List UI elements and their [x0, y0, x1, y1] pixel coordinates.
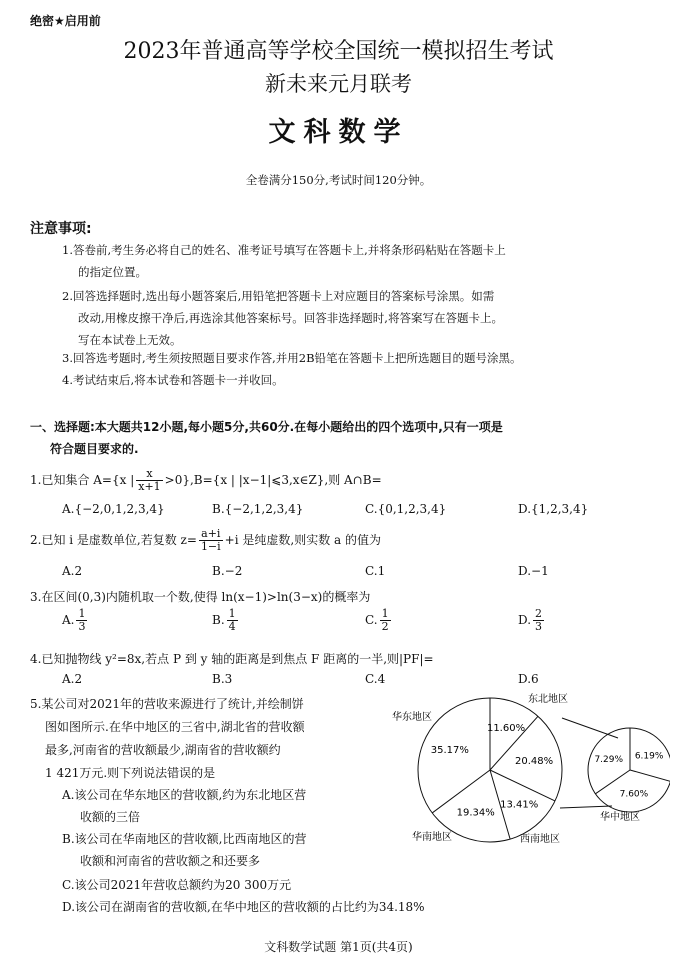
- q1-option-c: C.{0,1,2,3,4}: [365, 502, 447, 516]
- q5-option-c: C.该公司2021年营收总额约为20 300万元: [62, 878, 292, 892]
- q3-option-label: D.: [518, 613, 532, 627]
- q4-option-b: B.3: [212, 672, 233, 686]
- q4-option-d: D.6: [518, 672, 539, 686]
- pie-slice-value: 35.17%: [430, 744, 469, 756]
- q3-denominator: 4: [228, 620, 236, 633]
- q3-numerator: 1: [381, 607, 389, 620]
- pie-slice-value: 13.41%: [500, 799, 539, 811]
- pie-slice-edge: [432, 770, 490, 813]
- section-heading: 一、选择题:本大题共12小题,每小题5分,共60分.在每小题给出的四个选项中,只有一项是: [30, 420, 503, 434]
- note-line: 2.回答选择题时,选出每小题答案后,用铅笔把答题卡上对应题目的答案标号涂黑。如需: [62, 289, 495, 303]
- pie-slice-value: 20.48%: [515, 756, 554, 768]
- label-huadong: 华东地区: [392, 712, 432, 723]
- q2-option-b: B.−2: [212, 564, 243, 578]
- exam-info: 全卷满分150分,考试时间120分钟。: [245, 173, 432, 187]
- note-line: 写在本试卷上无效。: [78, 333, 182, 347]
- q3-option-fraction: [380, 608, 391, 633]
- main-pie: [418, 698, 562, 842]
- q2-option-c: C.1: [365, 564, 386, 578]
- q1-post: >0},B={x | |x−1|⩽3,x∈Z},则 A∩B=: [164, 473, 382, 487]
- q1-option-a: A.{−2,0,1,2,3,4}: [62, 502, 165, 516]
- label-huazhong: 华中地区: [600, 812, 640, 823]
- q3-option-d: [518, 608, 546, 633]
- q3-numerator: 2: [535, 607, 543, 620]
- q1-pre: 1.已知集合 A={x |: [30, 473, 135, 487]
- note-line: 1.答卷前,考生务必将自己的姓名、准考证号填写在答题卡上,并将条形码粘贴在答题卡上: [62, 243, 506, 257]
- q3-option-fraction: [76, 608, 87, 633]
- q2-denominator: 1−i: [200, 540, 221, 553]
- notes-heading: 注意事项:: [30, 221, 92, 237]
- q2-option-d: D.−1: [518, 564, 549, 578]
- q3-option-b: [212, 608, 240, 633]
- pie-slice-value: 7.29%: [594, 754, 624, 765]
- q3-option-a: [62, 608, 89, 633]
- q3-option-label: C.: [365, 613, 378, 627]
- q2-post: +i 是纯虚数,则实数 a 的值为: [224, 533, 381, 547]
- q3-numerator: 1: [78, 607, 86, 620]
- q5-option-d: D.该公司在湖南省的营收额,在华中地区的营收额的占比约为34.18%: [62, 900, 425, 914]
- q3-denominator: 2: [381, 620, 389, 633]
- note-line: 4.考试结束后,将本试卷和答题卡一并收回。: [62, 373, 284, 387]
- q3-numerator: 1: [228, 607, 236, 620]
- q1-fraction: [136, 468, 162, 493]
- question-5-line: 图如图所示.在华中地区的三省中,湖北省的营收额: [45, 720, 305, 734]
- label-huanan: 华南地区: [412, 832, 452, 843]
- question-4: 4.已知抛物线 y²=8x,若点 P 到 y 轴的距离是到焦点 F 距离的一半,则|PF|=: [30, 652, 434, 666]
- q2-fraction: [199, 528, 223, 553]
- q5-option-a-cont: 收额的三倍: [80, 810, 141, 824]
- exam-title: 2023年普通高等学校全国统一模拟招生考试: [123, 39, 554, 64]
- q2-pre: 2.已知 i 是虚数单位,若复数 z=: [30, 533, 197, 547]
- pie-slice-value: 6.19%: [634, 751, 664, 762]
- q3-denominator: 3: [78, 620, 86, 633]
- pie-slice-value: 19.34%: [456, 807, 495, 819]
- sub-pie: [588, 728, 670, 812]
- exam-subtitle: 新未来元月联考: [265, 72, 412, 96]
- q5-option-b: B.该公司在华南地区的营收额,比西南地区的营: [62, 832, 307, 846]
- pie-slice-edge: [630, 770, 670, 781]
- q5-option-a: A.该公司在华东地区的营收额,约为东北地区营: [62, 788, 307, 802]
- section-heading-cont: 符合题目要求的.: [50, 442, 139, 456]
- q3-denominator: 3: [535, 620, 543, 633]
- pie-slice-value: 11.60%: [486, 722, 526, 734]
- q2-numerator: a+i: [199, 528, 223, 541]
- pie-chart: [380, 690, 670, 860]
- pie-slice-value: 7.60%: [619, 789, 649, 800]
- q3-option-fraction: [533, 608, 544, 633]
- connector-line: [560, 806, 612, 808]
- confidential-label: 绝密★启用前: [30, 14, 101, 28]
- label-xinan: 西南地区: [520, 834, 560, 845]
- question-5-line: 5.某公司对2021年的营收来源进行了统计,并绘制饼: [30, 697, 304, 711]
- q5-option-b-cont: 收额和河南省的营收额之和还要多: [80, 854, 261, 868]
- pie-slice-edge: [490, 770, 555, 801]
- question-1: [30, 468, 382, 493]
- question-5-line: 最多,河南省的营收额最少,湖南省的营收额约: [45, 743, 281, 757]
- q2-option-a: A.2: [62, 564, 83, 578]
- label-dongbei: 东北地区: [528, 694, 568, 705]
- q1-option-b: B.{−2,1,2,3,4}: [212, 502, 304, 516]
- q1-numerator: x: [136, 468, 162, 481]
- page-footer: 文科数学试题 第1页(共4页): [264, 940, 413, 954]
- note-line: 改动,用橡皮擦干净后,再选涂其他答案标号。回答非选择题时,将答案写在答题卡上。: [78, 311, 503, 325]
- note-line: 3.回答选考题时,考生须按照题目要求作答,并用2B铅笔在答题卡上把所选题目的题号涂黑。: [62, 351, 522, 365]
- subject-title: 文科数学: [268, 117, 409, 148]
- question-5-line: 1 421万元.则下列说法错误的是: [45, 766, 216, 780]
- q1-denominator: x+1: [138, 480, 161, 493]
- q1-option-d: D.{1,2,3,4}: [518, 502, 589, 516]
- question-3: 3.在区间(0,3)内随机取一个数,使得 ln(x−1)>ln(3−x)的概率为: [30, 590, 371, 604]
- q3-option-fraction: [227, 608, 238, 633]
- q3-option-label: A.: [62, 613, 75, 627]
- q4-option-a: A.2: [62, 672, 83, 686]
- note-line: 的指定位置。: [78, 265, 147, 279]
- question-2: [30, 528, 381, 553]
- connector-line: [562, 718, 618, 738]
- q3-option-label: B.: [212, 613, 225, 627]
- q4-option-c: C.4: [365, 672, 386, 686]
- q3-option-c: [365, 608, 393, 633]
